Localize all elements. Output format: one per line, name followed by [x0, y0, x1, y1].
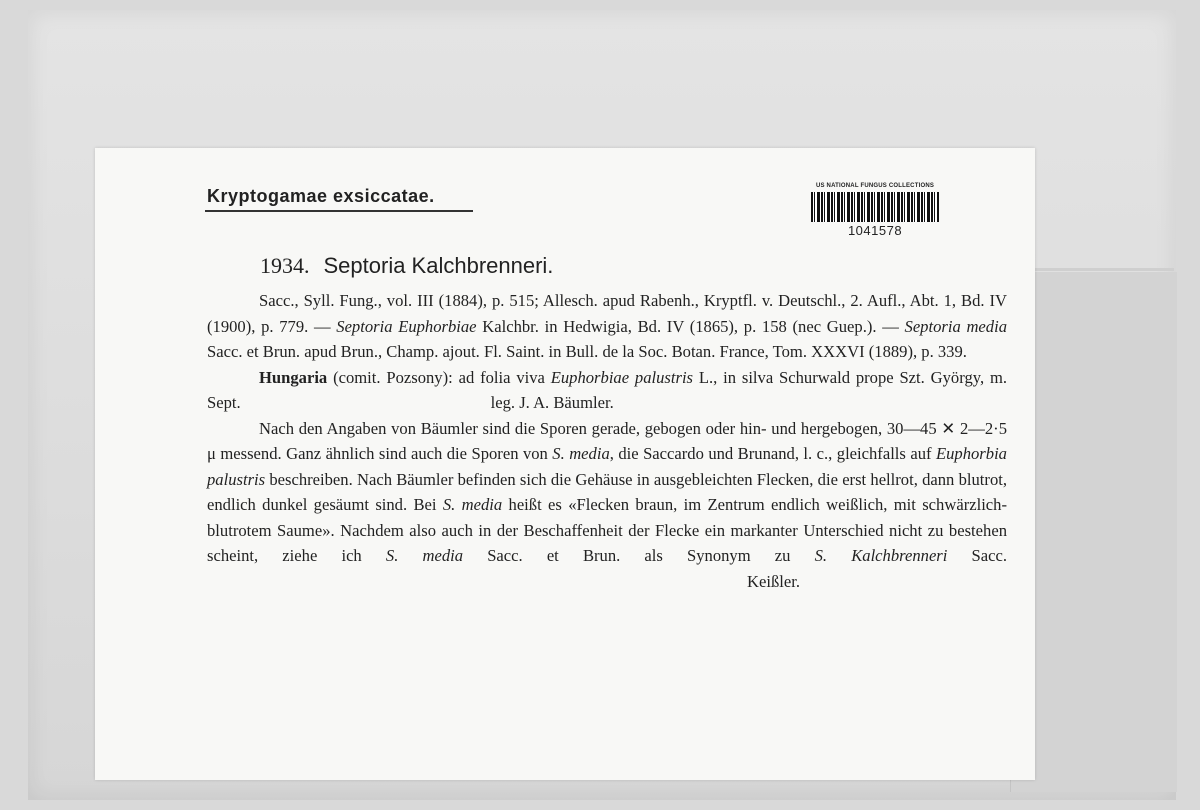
barcode-header: US NATIONAL FUNGUS COLLECTIONS [815, 183, 935, 189]
notes-text: Sacc. et Brun. als Synonym zu [463, 546, 815, 565]
citation-paragraph [207, 288, 1007, 365]
barcode-block [807, 183, 943, 238]
taxon-s-kalchbrenneri: S. Kalchbrenneri [814, 546, 948, 565]
series-title: Kryptogamae exsiccatae. [207, 186, 435, 206]
taxon-s-media: S. media [552, 444, 610, 463]
collector: leg. J. A. Bäumler. [490, 393, 614, 412]
citation-text: Sacc., Syll. Fung., vol. III (1884), p. 515; Allesch. apud Rabenh., Kryptfl. v. Deutschl., 2. Aufl., Abt. 1, Bd. IV (1900), p. 779. — [207, 291, 1007, 336]
citation-text: Sacc. et Brun. apud Brun., Champ. ajout. Fl. Saint. in Bull. de la Soc. Botan. France, Tom. XXXVI (1889), p. 339. [207, 342, 967, 361]
species-name: Septoria Kalchbrenneri. [323, 253, 554, 278]
notes-text: , die Saccardo und Brunand, l. c., gleichfalls auf [609, 444, 936, 463]
herbarium-label [95, 148, 1035, 780]
locality-text: (comit. Pozsony): ad folia viva [327, 367, 551, 387]
locality-text: L., in silva Schurwald prope Szt. György, m. Sept. [207, 367, 1008, 412]
taxon-s-media: S. media [385, 546, 464, 565]
label-body [207, 288, 1007, 594]
species-heading [260, 253, 553, 279]
notes-text: beschreiben. Nach Bäumler befinden sich die Gehäuse in ausgebleichten Flecken, die erst hellrot, dann blutrot, endlich dunkel gesäumt sind. Bei [207, 469, 1007, 514]
species-number: 1934. [260, 253, 310, 278]
packet-flap [1010, 272, 1177, 792]
notes-text: Sacc. [947, 546, 1007, 565]
host-name: Euphorbia palustris [207, 444, 1007, 489]
packet-fold [1014, 268, 1174, 271]
notes-paragraph [207, 416, 1007, 595]
taxon-s-media: S. media [442, 495, 503, 514]
synonym-euphorbiae: Septoria Euphorbiae [336, 316, 477, 336]
locality-country: Hungaria [259, 367, 328, 387]
author: Keißler. [747, 571, 800, 591]
synonym-media: Septoria media [904, 316, 1007, 336]
notes-text: Nach den Angaben von Bäumler sind die Sporen gerade, gebogen oder hin- und hergebogen, 30—45 ✕ 2—2·5 μ messend. Ganz ähnlich sind auch die Sporen von [207, 418, 1007, 463]
citation-text: Kalchbr. in Hedwigia, Bd. IV (1865), p. 158 (nec Guep.). — [476, 316, 905, 336]
locality-paragraph [207, 365, 1007, 416]
barcode-number: 1041578 [847, 223, 903, 238]
host-name: Euphorbiae palustris [550, 367, 694, 387]
barcode-icon [811, 192, 939, 222]
notes-text: heißt es «Flecken braun, im Zentrum endlich weißlich, mit schwärzlich-blutrotem Saume». Nachdem also auch in der Beschaffenheit der Flecke ein markanter Unterschied nicht zu bestehen scheint, ziehe ich [207, 495, 1007, 565]
series-title-underline [205, 210, 473, 212]
